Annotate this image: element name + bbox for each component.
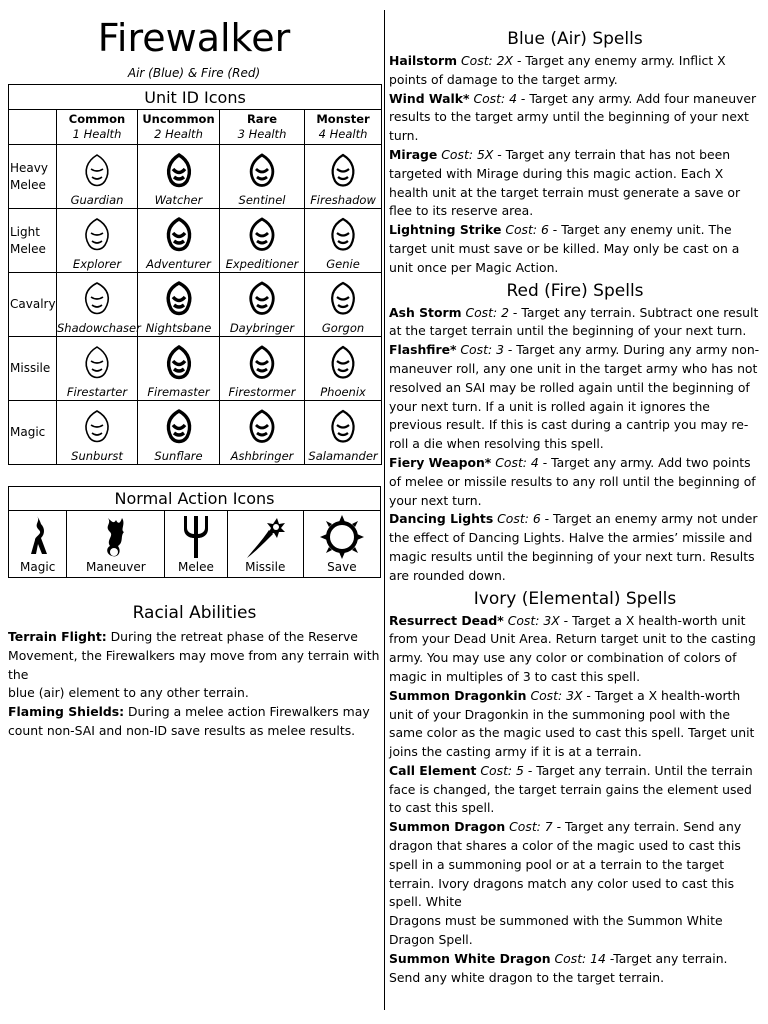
page-subtitle: Air (Blue) & Fire (Red) <box>127 66 261 80</box>
action-magic: Magic <box>9 511 67 577</box>
row-label: Missile <box>9 337 57 401</box>
unit-name: Daybringer <box>229 321 295 335</box>
unit-name: Adventurer <box>146 257 211 271</box>
unit-cell <box>138 145 220 209</box>
racial-ability-cont: blue (air) element to any other terrain. <box>8 685 249 701</box>
unit-glyph-icon <box>75 215 119 255</box>
spell-entry: Dancing Lights Cost: 6 - Target an enemy army not under the effect of Dancing Lights. Halve the armies’ missile and magic results until the beginning of your next turn. Results are rounded down. <box>389 511 758 583</box>
unit-name: Sunflare <box>154 449 203 463</box>
unit-glyph-icon <box>321 343 365 383</box>
action-icons-row <box>8 510 381 578</box>
unit-cell <box>57 337 138 401</box>
unit-cell <box>138 273 220 337</box>
blue-spells-title: Blue (Air) Spells <box>507 29 643 49</box>
action-icons-title: Normal Action Icons <box>8 486 381 510</box>
unit-cell <box>305 401 382 465</box>
ivory-spells-title: Ivory (Elemental) Spells <box>473 588 677 609</box>
unit-id-table <box>8 84 382 465</box>
unit-name: Guardian <box>70 193 124 207</box>
unit-name: Phoenix <box>320 385 366 399</box>
row-label: Heavy Melee <box>9 145 57 209</box>
spell-entry: Summon Dragon Cost: 7 - Target any terrain. Send any dragon that shares a color of the magic used to cast this spell in a summoning pool or at a terrain to the target terrain. Ivory dragons match any color used to cast this spell. White <box>389 819 742 910</box>
unit-glyph-icon <box>75 343 119 383</box>
unit-glyph-icon <box>240 279 284 319</box>
unit-name: Gorgon <box>321 321 365 335</box>
row-label: Cavalry <box>9 273 57 337</box>
unit-cell <box>305 273 382 337</box>
spell-entry: Flashfire* Cost: 3 - Target any army. During any army non-maneuver roll, any one unit in the target army who has not resolved an SAI may be rolled again until the beginning of your next turn. If a unit is rolled again it ignores the previous result. If this is cast during a cantrip you may re-roll a die when resolving this spell. <box>389 342 760 452</box>
unit-cell <box>57 145 138 209</box>
unit-name: Watcher <box>154 193 203 207</box>
corner-cell <box>9 110 57 145</box>
unit-glyph-icon <box>240 215 284 255</box>
row-label: Light Melee <box>9 209 57 273</box>
unit-name: Firestormer <box>228 385 296 399</box>
unit-row <box>9 273 382 337</box>
row-label: Magic <box>9 401 57 465</box>
col-header-rare: Rare 3 Health <box>220 110 305 145</box>
unit-cell <box>220 209 305 273</box>
unit-glyph-icon <box>75 151 119 191</box>
spell-entry: Summon White Dragon Cost: 14 -Target any terrain. Send any white dragon to the target terrain. <box>389 950 728 985</box>
spell-entry-cont: Dragons must be summoned with the Summon White Dragon Spell. <box>389 913 723 948</box>
unit-row <box>9 209 382 273</box>
missile-icon <box>243 514 287 560</box>
unit-cell <box>138 209 220 273</box>
unit-name: Ashbringer <box>230 449 294 463</box>
spell-entry: Call Element Cost: 5 - Target any terrain. Until the terrain face is changed, the target terrain gains the element used to cast this spell. <box>389 762 753 816</box>
unit-name: Sentinel <box>238 193 286 207</box>
unit-row <box>9 145 382 209</box>
action-save: Save <box>304 511 380 577</box>
unit-cell <box>220 401 305 465</box>
spell-entry: Resurrect Dead* Cost: 3X - Target a X health-worth unit from your Dead Unit Area. Return target unit to the casting army. You may use any color or combination of colors of magic in multiples of 3 to cast this spell. <box>389 612 756 684</box>
unit-glyph-icon <box>240 151 284 191</box>
unit-cell <box>305 145 382 209</box>
unit-cell <box>220 145 305 209</box>
unit-name: Genie <box>326 257 360 271</box>
unit-cell <box>220 273 305 337</box>
unit-row <box>9 337 382 401</box>
spell-entry: Summon Dragonkin Cost: 3X - Target a X health-worth unit of your Dragonkin in the summoning pool with the same color as the magic used to cast this spell. Target unit joins the casting army if it is at a terrain. <box>389 687 755 760</box>
unit-cell <box>57 401 138 465</box>
unit-name: Firemaster <box>147 385 210 399</box>
unit-name: Fireshadow <box>310 193 376 207</box>
melee-trident-icon <box>181 514 211 560</box>
ivory-spells-list <box>389 612 761 988</box>
page-title: Firewalker <box>97 16 291 60</box>
maneuver-icon <box>96 514 136 562</box>
col-header-uncommon: Uncommon 2 Health <box>138 110 220 145</box>
unit-glyph-icon <box>321 215 365 255</box>
red-spells-list <box>389 304 761 586</box>
unit-glyph-icon <box>157 407 201 447</box>
unit-glyph-icon <box>157 343 201 383</box>
unit-table-title: Unit ID Icons <box>9 85 382 110</box>
unit-glyph-icon <box>240 343 284 383</box>
spell-entry: Fiery Weapon* Cost: 4 - Target any army. Add two points of melee or missile results to any roll until the beginning of your next turn. <box>389 454 756 508</box>
spell-entry: Lightning Strike Cost: 6 - Target any enemy unit. The target unit must save or be killed. May only be cast on a unit once per Magic Action. <box>389 222 740 275</box>
spell-entry: Hailstorm Cost: 2X - Target any enemy army. Inflict X points of damage to the target army. <box>389 53 726 87</box>
unit-name: Shadowchaser <box>57 321 141 335</box>
unit-glyph-icon <box>321 279 365 319</box>
unit-glyph-icon <box>75 407 119 447</box>
unit-name: Expeditioner <box>225 257 299 271</box>
unit-glyph-icon <box>240 407 284 447</box>
spells-column <box>389 28 761 987</box>
unit-cell <box>305 209 382 273</box>
column-divider <box>384 10 385 1010</box>
spell-entry: Ash Storm Cost: 2 - Target any terrain. Subtract one result at the target terrain until the beginning of your next turn. <box>389 304 759 339</box>
unit-name: Salamander <box>308 449 378 463</box>
unit-name: Firestarter <box>66 385 128 399</box>
blue-spells-list <box>389 52 761 278</box>
unit-glyph-icon <box>157 151 201 191</box>
action-missile: Missile <box>228 511 304 577</box>
unit-glyph-icon <box>157 279 201 319</box>
unit-glyph-icon <box>321 407 365 447</box>
unit-cell <box>305 337 382 401</box>
save-icon <box>319 514 365 560</box>
magic-icon <box>23 514 53 558</box>
action-maneuver: Maneuver <box>67 511 165 577</box>
red-spells-title: Red (Fire) Spells <box>506 280 644 301</box>
col-header-monster: Monster 4 Health <box>305 110 382 145</box>
unit-cell <box>220 337 305 401</box>
unit-glyph-icon <box>75 279 119 319</box>
unit-name: Explorer <box>72 257 122 271</box>
spell-entry: Mirage Cost: 5X - Target any terrain that has not been targeted with Mirage during this magic action. Each X health unit at the target terrain must generate a save or flee to its reserve area. <box>389 146 741 219</box>
unit-name: Nightsbane <box>145 321 212 335</box>
unit-row <box>9 401 382 465</box>
racial-abilities-title: Racial Abilities <box>132 603 257 623</box>
left-column <box>8 0 381 1024</box>
unit-glyph-icon <box>157 215 201 255</box>
racial-abilities <box>8 628 381 741</box>
unit-glyph-icon <box>321 151 365 191</box>
unit-cell <box>138 401 220 465</box>
action-melee: Melee <box>165 511 227 577</box>
unit-name: Sunburst <box>71 449 123 463</box>
unit-cell <box>57 273 141 337</box>
racial-ability: Terrain Flight: During the retreat phase of the Reserve Movement, the Firewalkers may move from any terrain with the <box>8 629 380 682</box>
unit-cell <box>138 337 220 401</box>
spell-entry: Wind Walk* Cost: 4 - Target any army. Add four maneuver results to the target army until the beginning of your next turn. <box>389 90 757 144</box>
racial-ability: Flaming Shields: During a melee action Firewalkers may count non-SAI and non-ID save results as melee results. <box>8 704 370 738</box>
col-header-common: Common 1 Health <box>57 110 138 145</box>
unit-cell <box>57 209 138 273</box>
